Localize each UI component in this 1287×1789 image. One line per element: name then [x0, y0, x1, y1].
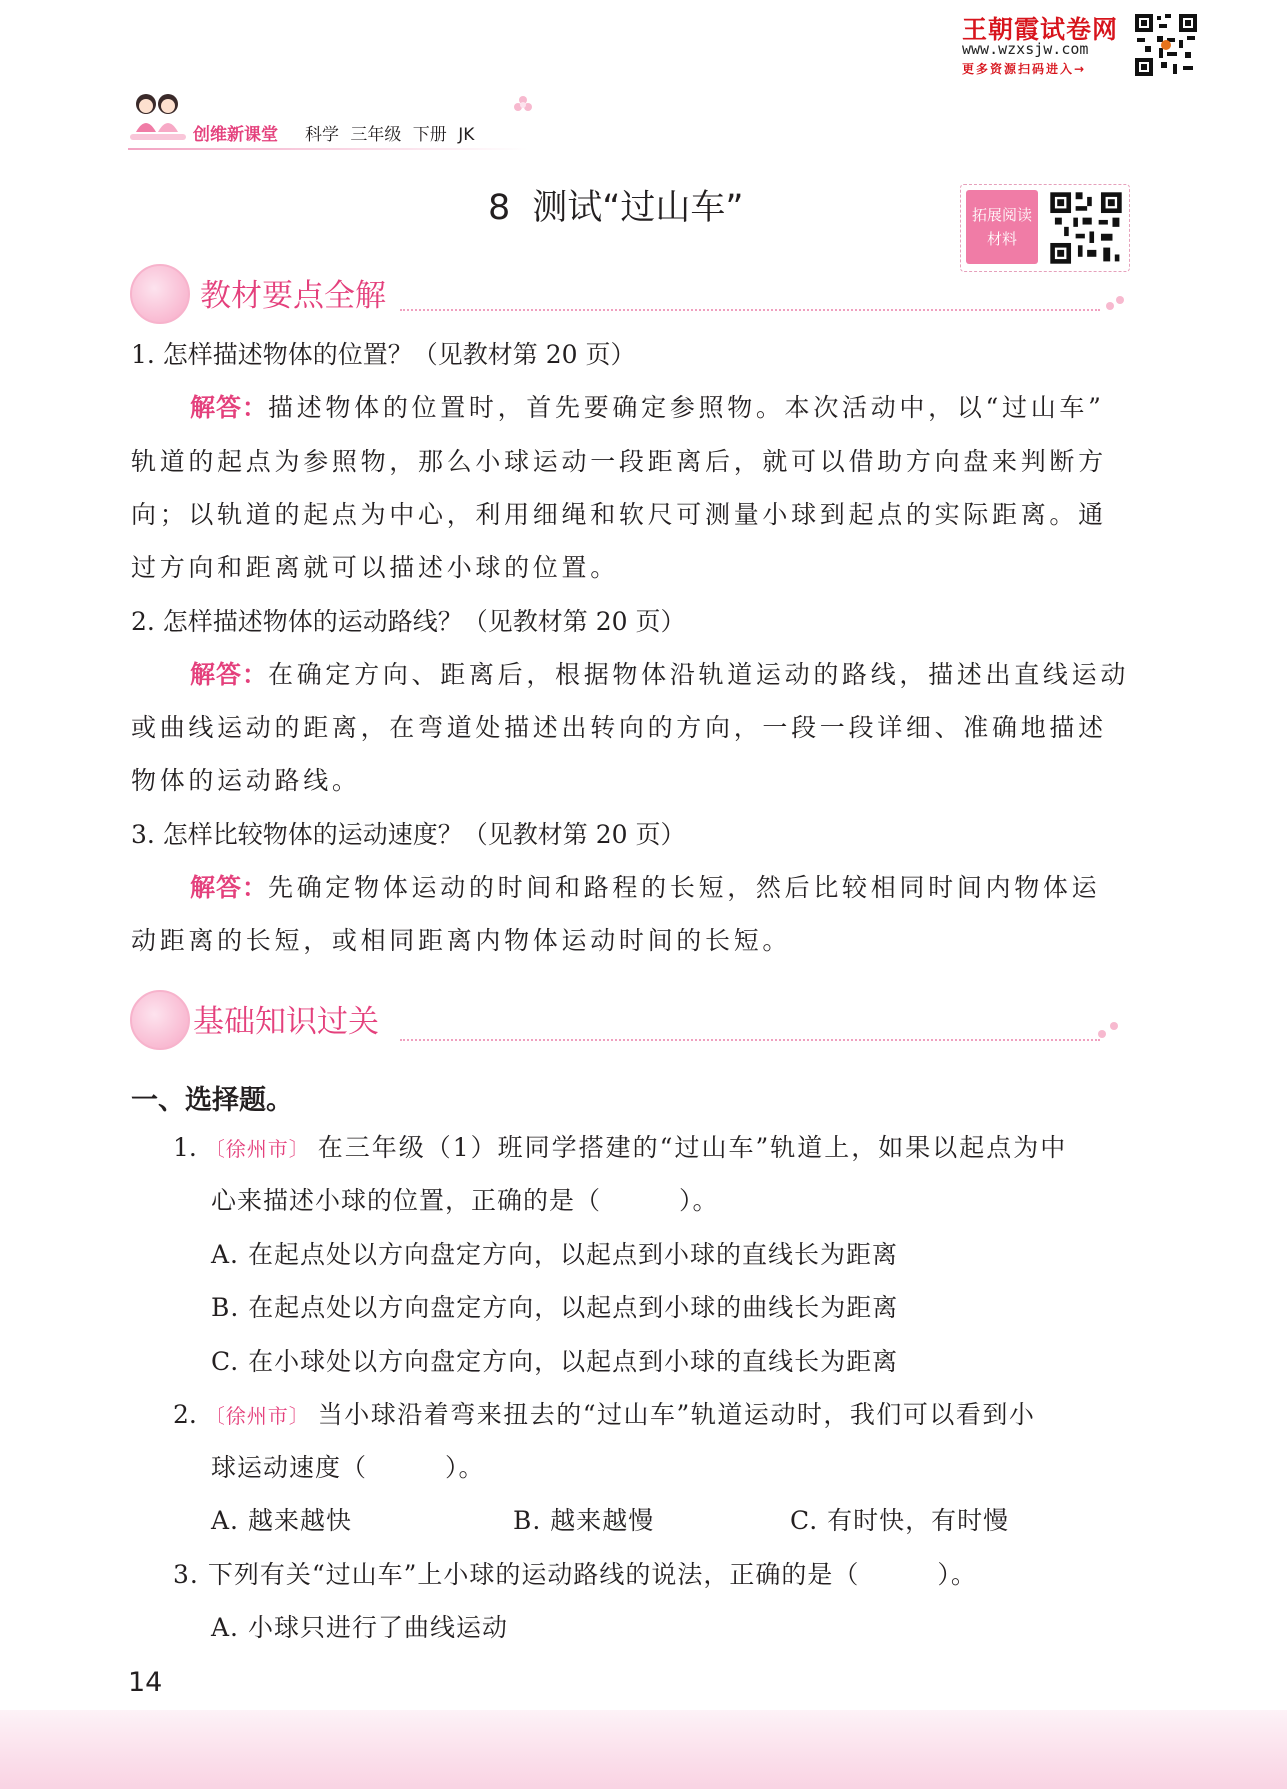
- divider-dot: [1116, 296, 1124, 304]
- mc-heading: 一、选择题。: [131, 1085, 293, 1116]
- lesson-title: 测试“过山车”: [532, 188, 744, 228]
- answer-2-line: 物体的运动路线。: [131, 766, 361, 795]
- answer-1-line: 向；以轨道的起点为中心，利用细绳和软尺可测量小球到起点的实际距离。通: [131, 500, 1107, 529]
- answer-label: 解答：: [190, 873, 269, 902]
- watermark-url[interactable]: www.wzxsjw.com: [962, 40, 1089, 58]
- source-tag: 〔徐州市〕: [204, 1404, 310, 1428]
- mc-option[interactable]: A. 越来越快: [211, 1506, 352, 1535]
- mc-option[interactable]: C. 在小球处以方向盘定方向，以起点到小球的直线长为距离: [211, 1347, 899, 1376]
- page-number: 14: [128, 1667, 163, 1698]
- section1-divider: [400, 309, 1100, 311]
- lesson-number: 8: [488, 188, 511, 228]
- section1-title: 教材要点全解: [200, 278, 386, 314]
- question-2: 2. 怎样描述物体的运动路线？（见教材第 20 页）: [131, 607, 686, 636]
- section2-title: 基础知识过关: [193, 1004, 379, 1040]
- extended-reading-line2: 材料: [986, 230, 1017, 248]
- watermark-title: 王朝霞试卷网: [962, 15, 1119, 44]
- answer-2-line: 解答：在确定方向、距离后，根据物体沿轨道运动的路线，描述出直线运动: [190, 660, 1130, 689]
- mc-question-1-line2: 心来描述小球的位置，正确的是（ ）。: [211, 1186, 719, 1215]
- footer-band: [0, 1710, 1287, 1789]
- divider-dot: [1106, 302, 1114, 310]
- extended-reading-line1: 拓展阅读: [971, 206, 1032, 224]
- divider-dot: [1110, 1022, 1118, 1030]
- section1-icon: [130, 264, 190, 324]
- section2-icon: [130, 990, 190, 1050]
- watermark-qr-icon[interactable]: [1133, 12, 1199, 78]
- mc-question-1: 1. 〔徐州市〕 在三年级（1）班同学搭建的“过山车”轨道上，如果以起点为中: [173, 1133, 1068, 1162]
- flower-icon: [512, 94, 534, 116]
- answer-1-line: 解答：描述物体的位置时，首先要确定参照物。本次活动中，以“过山车”: [190, 393, 1105, 422]
- source-tag: 〔徐州市〕: [204, 1137, 310, 1161]
- extended-reading-label[interactable]: [966, 190, 1038, 264]
- page-title: [488, 180, 744, 230]
- mc-option[interactable]: C. 有时快，有时慢: [790, 1506, 1010, 1535]
- mc-option[interactable]: A. 小球只进行了曲线运动: [211, 1613, 508, 1642]
- extended-reading-qr-icon[interactable]: [1048, 190, 1124, 266]
- mc-option[interactable]: A. 在起点处以方向盘定方向，以起点到小球的直线长为距离: [211, 1240, 898, 1269]
- answer-3-line: 动距离的长短，或相同距离内物体运动时间的长短。: [131, 926, 792, 955]
- mc-option[interactable]: B. 越来越慢: [513, 1506, 655, 1535]
- answer-2-line: 或曲线运动的距离，在弯道处描述出转向的方向，一段一段详细、准确地描述: [131, 713, 1107, 742]
- divider-dot: [1098, 1030, 1106, 1038]
- answer-label: 解答：: [190, 393, 269, 422]
- answer-1-line: 轨道的起点为参照物，那么小球运动一段距离后，就可以借助方向盘来判断方: [131, 447, 1107, 476]
- answer-1-line: 过方向和距离就可以描述小球的位置。: [131, 553, 619, 582]
- answer-3-line: 解答：先确定物体运动的时间和路程的长短，然后比较相同时间内物体运: [190, 873, 1101, 902]
- header-divider: [128, 148, 528, 150]
- mc-option[interactable]: B. 在起点处以方向盘定方向，以起点到小球的曲线长为距离: [211, 1293, 899, 1322]
- question-3: 3. 怎样比较物体的运动速度？（见教材第 20 页）: [131, 820, 686, 849]
- question-1: 1. 怎样描述物体的位置？（见教材第 20 页）: [131, 340, 636, 369]
- mc-question-2: 2. 〔徐州市〕 当小球沿着弯来扭去的“过山车”轨道运动时，我们可以看到小: [173, 1400, 1036, 1429]
- kids-logo-icon: [128, 88, 188, 150]
- answer-label: 解答：: [190, 660, 269, 689]
- brand-name: 创维新课堂: [193, 125, 278, 145]
- book-info: 科学 三年级 下册 JK: [305, 125, 475, 145]
- mc-question-3: 3. 下列有关“过山车”上小球的运动路线的说法，正确的是（ ）。: [173, 1560, 977, 1589]
- mc-question-2-line2: 球运动速度（ ）。: [211, 1453, 485, 1482]
- watermark-subtitle: 更多资源扫码进入→: [962, 62, 1087, 76]
- section2-divider: [400, 1039, 1100, 1041]
